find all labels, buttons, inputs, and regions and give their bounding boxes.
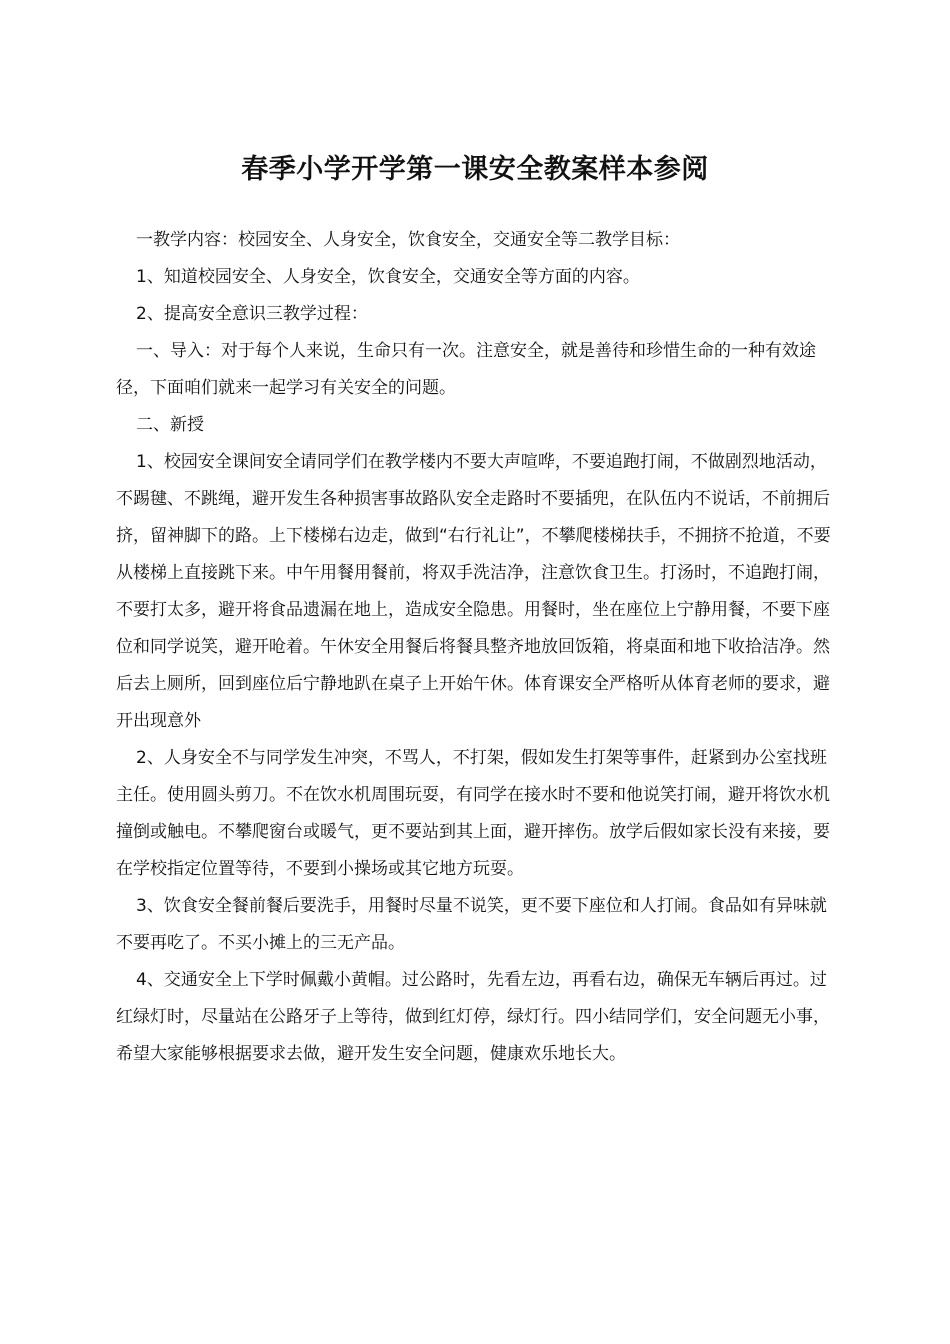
paragraph-introduction: 一、导入：对于每个人来说，生命只有一次。注意安全，就是善待和珍惜生命的一种有效途径，下面咱们就来一起学习有关安全的问题。 — [116, 341, 816, 398]
document-title: 春季小学开学第一课安全教案样本参阅 — [241, 154, 709, 186]
paragraph-personal-safety: 2、人身安全不与同学发生冲突，不骂人，不打架，假如发生打架等事件，赶紧到办公室找班主任。使用圆头剪刀。不在饮水机周围玩耍，有同学在接水时不要和他说笑打闹，避开将饮水机撞倒或触电。不攀爬窗台或暖气，更不要站到其上面，避开摔伤。放学后假如家长没有来接，要在学校指定位置等待，不要到小操场或其它地方玩耍。 — [116, 748, 830, 879]
paragraph-campus-safety: 1、校园安全课间安全请同学们在教学楼内不要大声喧哗，不要追跑打闹，不做剧烈地活动，不踢毽、不跳绳，避开发生各种损害事故路队安全走路时不要插兜，在队伍内不说话，不前拥后挤，留神脚下的路。上下楼梯右边走，做到“右行礼让”，不攀爬楼梯扶手，不拥挤不抢道，不要从楼梯上直接跳下来。中午用餐用餐前，将双手洗洁净，注意饮食卫生。打汤时，不追跑打闹，不要打太多，避开将食品遗漏在地上，造成安全隐患。用餐时，坐在座位上宁静用餐，不要下座位和同学说笑，避开呛着。午休安全用餐后将餐具整齐地放回饭箱，将桌面和地下收拾洁净。然后去上厕所，回到座位后宁静地趴在桌子上开始午休。体育课安全严格听从体育老师的要求，避开出现意外 — [116, 452, 831, 731]
paragraph-new-lesson-heading: 二、新授 — [136, 415, 204, 435]
paragraph-goal-2: 2、提高安全意识三教学过程： — [136, 304, 368, 324]
paragraph-food-safety: 3、饮食安全餐前餐后要洗手，用餐时尽量不说笑，更不要下座位和人打闹。食品如有异味就不要再吃了。不买小摊上的三无产品。 — [116, 896, 827, 953]
paragraph-teaching-content: 一教学内容：校园安全、人身安全，饮食安全，交通安全等二教学目标： — [136, 230, 680, 250]
paragraph-traffic-safety: 4、交通安全上下学时佩戴小黄帽。过公路时，先看左边，再看右边，确保无车辆后再过。过红绿灯时，尽量站在公路牙子上等待，做到红灯停，绿灯行。四小结同学们，安全问题无小事，希望大家能够根据要求去做，避开发生安全问题，健康欢乐地长大。 — [116, 970, 830, 1064]
paragraph-goal-1: 1、知道校园安全、人身安全，饮食安全，交通安全等方面的内容。 — [136, 267, 640, 287]
document-body — [116, 222, 836, 1073]
